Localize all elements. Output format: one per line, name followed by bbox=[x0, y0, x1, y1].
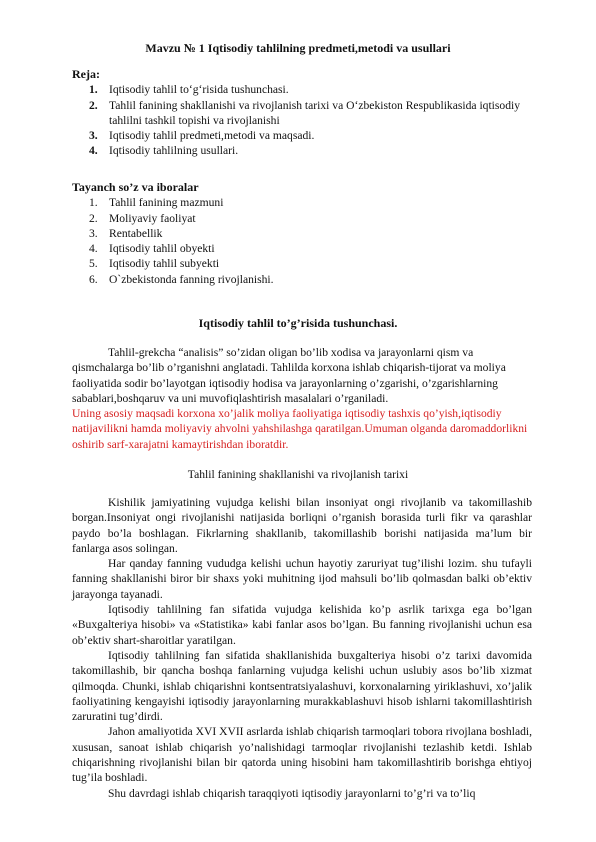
reja-item: 1. Iqtisodiy tahlil to‘g‘risida tushunchasi. bbox=[89, 83, 289, 97]
paragraph: Tahlil-grekcha “analisis” so’zidan oligan bo’lib xodisa va jarayonlarni qism va qismchalarga bo’lib o’rganishni anglatadi. Tahlilda korxona ishlab chiqarish-tijorat va moliya faoliyatida sodir bo’layotgan iqtisodiy hodisa va jarayonlarning o’zgarishi, o’zgarishlarning sabablari,boshqaruv va uni muvofiqlashtirish masalalari o’rganiladi. bbox=[72, 346, 506, 405]
paragraph: Kishilik jamiyatining vujudga kelishi bilan insoniyat ongi rivojlanib va takomillashib borgan.Insoniyat ongi rivojlanishi natijasida borliqni o’rganish borasida turli fikr va qarashlar paydo bo’la boshlagan. Fikrlarning shakllanib, takomillashib borishi natijasida ma’lum bir fanlarga asos solingan. bbox=[72, 496, 532, 555]
tayanch-item: 3. Rentabellik bbox=[89, 226, 163, 240]
tayanch-item: 5. Iqtisodiy tahlil subyekti bbox=[89, 257, 220, 271]
paragraph: Iqtisodiy tahlilning fan sifatida shakllanishida buxgalteriya hisobi o’z tarixi davomida takomillashib, bir qancha boshqa fanlarning vujudga kelishi uchun uslubiy asos bo’lib xizmat qilmoqda. Chunki, ishlab chiqarishni kontsentratsiyalashuvi, korxonalarning yiriklashuvi, xo’jalik faoliyatining kengayishi iqtisodiy jarayonlarning murakkablashuvi hisob ishlarni takomillashtirish zaruratini tug’dirdi. bbox=[72, 648, 532, 724]
tayanch-item: 6. O`zbekistonda fanning rivojlanishi. bbox=[89, 272, 274, 286]
paragraph: Iqtisodiy tahlilning fan sifatida vujudga kelishida ko’p asrlik tarixga ega bo’lgan «Buxgalteriya hisobi» va «Statistika» kabi fanlar asos bo’lgan. Bu fanning rivojlanishi uchun esa ob’ektiv shart-sharoitlar yaratilgan. bbox=[72, 603, 532, 647]
reja-item: 4. Iqtisodiy tahlilning usullari. bbox=[89, 144, 239, 158]
tayanch-list bbox=[72, 195, 532, 287]
reja-section bbox=[72, 67, 532, 159]
paragraph: Har qanday fanning vududga kelishi uchun hayotiy zaruriyat tug’ilishi lozim. shu tufayli fanning shakllanishi biror bir shaxs yoki muhitning ijod mahsuli bo’lib qolmasdan balki ob’ektiv jarayonga tayanadi. bbox=[72, 557, 532, 601]
section-heading: Iqtisodiy tahlil to’g’risida tushunchasi. bbox=[198, 316, 398, 330]
section2-body bbox=[72, 495, 532, 801]
paragraph-highlighted: Uning asosiy maqsadi korxona xo’jalik moliya faoliyatiga iqtisodiy tashxis qo’yish,iqtisodiy natijavilikni hamda moliyaviy ahvolni yahshilashga qaratilgan.Umuman olganda daromaddorlikni oshirib sarf-xarajatni kamaytirishdan iboratdir. bbox=[72, 407, 528, 451]
reja-list bbox=[72, 82, 532, 158]
paragraph: Jahon amaliyotida XVI XVII asrlarda ishlab chiqarish tarmoqlari tobora rivojlana boshladi, xususan, sanoat ishlab chiqarish yo’nalishidagi tarmoqlar rivojlanishi tezlashib ketdi. Ishlab chiqarishning rivojlanishi bilan bir qatorda uning hisobini ham takomillashtirib borishga ehtiyoj tug’ila boshladi. bbox=[72, 725, 533, 785]
tayanch-section bbox=[72, 180, 532, 287]
document-title: Mavzu № 1 Iqtisodiy tahlilning predmeti,metodi va usullari bbox=[145, 41, 451, 55]
section1-body bbox=[72, 345, 532, 452]
tayanch-item: 2. Moliyaviy faoliyat bbox=[89, 211, 196, 225]
tayanch-item: 1. Tahlil fanining mazmuni bbox=[89, 196, 224, 210]
tayanch-item: 4. Iqtisodiy tahlil obyekti bbox=[89, 242, 215, 256]
reja-label: Reja: bbox=[72, 67, 100, 81]
tayanch-label: Tayanch so’z va iboralar bbox=[72, 180, 199, 194]
reja-item: 3. Iqtisodiy tahlil predmeti,metodi va maqsadi. bbox=[89, 129, 315, 143]
paragraph: Shu davrdagi ishlab chiqarish taraqqiyoti iqtisodiy jarayonlarni to’g’ri va to’liq bbox=[108, 786, 476, 800]
reja-item: 2. Tahlil fanining shakllanishi va rivojlanish tarixi va O‘zbekiston Respublikasida iqtisodiy tahlilni tashkil topishi va rivojlanishi bbox=[89, 98, 521, 127]
section-heading: Tahlil fanining shakllanishi va rivojlanish tarixi bbox=[187, 468, 409, 481]
